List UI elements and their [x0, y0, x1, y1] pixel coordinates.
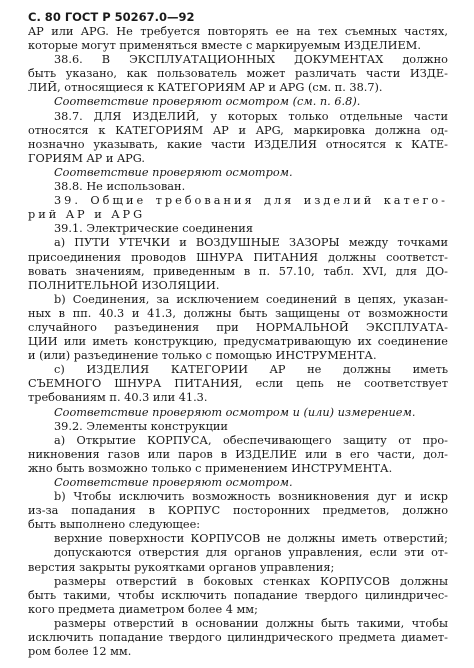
text-line: быть такими, чтобы исключить попадание твердого цилиндричес-	[28, 588, 448, 602]
text-line: исключить попадание твердого цилиндрического предмета диамет-	[28, 631, 448, 645]
text-line: верхние поверхности КОРПУСОВ не должны иметь отверстий;	[54, 532, 448, 546]
text-line: жно быть возможно только с применением ИНСТРУМЕНТА.	[28, 461, 393, 475]
text-line: относятся к КАТЕГОРИЯМ AP и APG, маркировка должна од-	[28, 123, 448, 137]
text-line: а) Открытие КОРПУСА, обеспечивающего защиту от про-	[54, 433, 448, 447]
document-body	[28, 25, 448, 659]
text-line: ЛИЙ, относящиеся к КАТЕГОРИЯМ AP и APG (см. п. 38.7).	[28, 81, 383, 95]
text-line: нозначно указывать, какие части ИЗДЕЛИЯ относятся к КАТЕ-	[28, 137, 448, 151]
text-line: быть указано, как пользователь может различать части ИЗДЕ-	[28, 67, 448, 81]
text-line: Соответствие проверяют осмотром (см. п. 6.8).	[54, 95, 361, 109]
text-line: присоединения проводов ШНУРА ПИТАНИЯ должны соответст-	[28, 250, 448, 264]
text-line: 38.7. ДЛЯ ИЗДЕЛИЙ, у которых только отдельные части	[54, 109, 448, 123]
text-line: Соответствие проверяют осмотром.	[54, 476, 293, 489]
text-line: Соответствие проверяют осмотром.	[54, 165, 293, 179]
text-line: AP или APG. Не требуется повторять ее на тех съемных частях,	[28, 25, 448, 38]
text-line: допускаются отверстия для органов управления, если эти от-	[54, 546, 448, 560]
text-line: СЪЕМНОГО ШНУРА ПИТАНИЯ, если цепь не соответствует	[28, 377, 448, 391]
text-line: рий AP и APG	[28, 208, 146, 222]
text-line: 38.6. В ЭКСПЛУАТАЦИОННЫХ ДОКУМЕНТАХ должно	[54, 53, 448, 67]
document-page	[28, 10, 448, 659]
text-line: из-за попадания в КОРПУС посторонних предметов, должно	[28, 504, 448, 518]
page-header: С. 80 ГОСТ Р 50267.0—92	[28, 10, 195, 24]
text-line: быть выполнено следующее:	[28, 518, 201, 532]
text-line: ных в пп. 40.3 и 41.3, должны быть защищены от возможности	[28, 306, 448, 320]
text-line: ром более 12 мм.	[28, 645, 132, 659]
text-line: случайного разъединения при НОРМАЛЬНОЙ ЭКСПЛУАТА-	[28, 320, 448, 334]
text-line: а) ПУТИ УТЕЧКИ и ВОЗДУШНЫЕ ЗАЗОРЫ между точками	[54, 236, 448, 250]
text-line: размеры отверстий в основании должны быть такими, чтобы	[54, 616, 448, 630]
text-line: b) Соединения, за исключением соединений в цепях, указан-	[54, 292, 448, 306]
text-line: 39. Общие требования для изделий катего-	[54, 194, 448, 208]
text-line: которые могут применяться вместе с маркируемым ИЗДЕЛИЕМ.	[28, 39, 421, 53]
text-line: требованиям п. 40.3 или 41.3.	[28, 391, 208, 405]
text-line: никновения газов или паров в ИЗДЕЛИЕ или в его части, дол-	[28, 447, 448, 461]
text-line: размеры отверстий в боковых стенках КОРПУСОВ должны	[54, 574, 448, 588]
text-line: и (или) разъединение только с помощью ИНСТРУМЕНТА.	[28, 349, 377, 363]
text-line: ГОРИЯМ AP и APG.	[28, 151, 145, 165]
text-line: ЦИИ или иметь конструкцию, предусматривающую их соединение	[28, 335, 448, 349]
text-line: b) Чтобы исключить возможность возникновения дуг и искр	[54, 490, 448, 504]
text-line: вовать значениям, приведенным в п. 57.10, табл. XVI, для ДО-	[28, 264, 448, 278]
text-line: кого предмета диаметром более 4 мм;	[28, 602, 258, 616]
text-line: с) ИЗДЕЛИЯ КАТЕГОРИИ AP не должны иметь	[54, 363, 448, 377]
text-line: 39.1. Электрические соединения	[54, 222, 253, 236]
text-line: верстия закрыты рукоятками органов управления;	[28, 560, 335, 574]
text-line: Соответствие проверяют осмотром и (или) измерением.	[54, 405, 416, 419]
text-line: 39.2. Элементы конструкции	[54, 419, 228, 433]
text-line: 38.8. Не использован.	[54, 180, 186, 194]
text-line: ПОЛНИТЕЛЬНОЙ ИЗОЛЯЦИИ.	[28, 278, 220, 292]
